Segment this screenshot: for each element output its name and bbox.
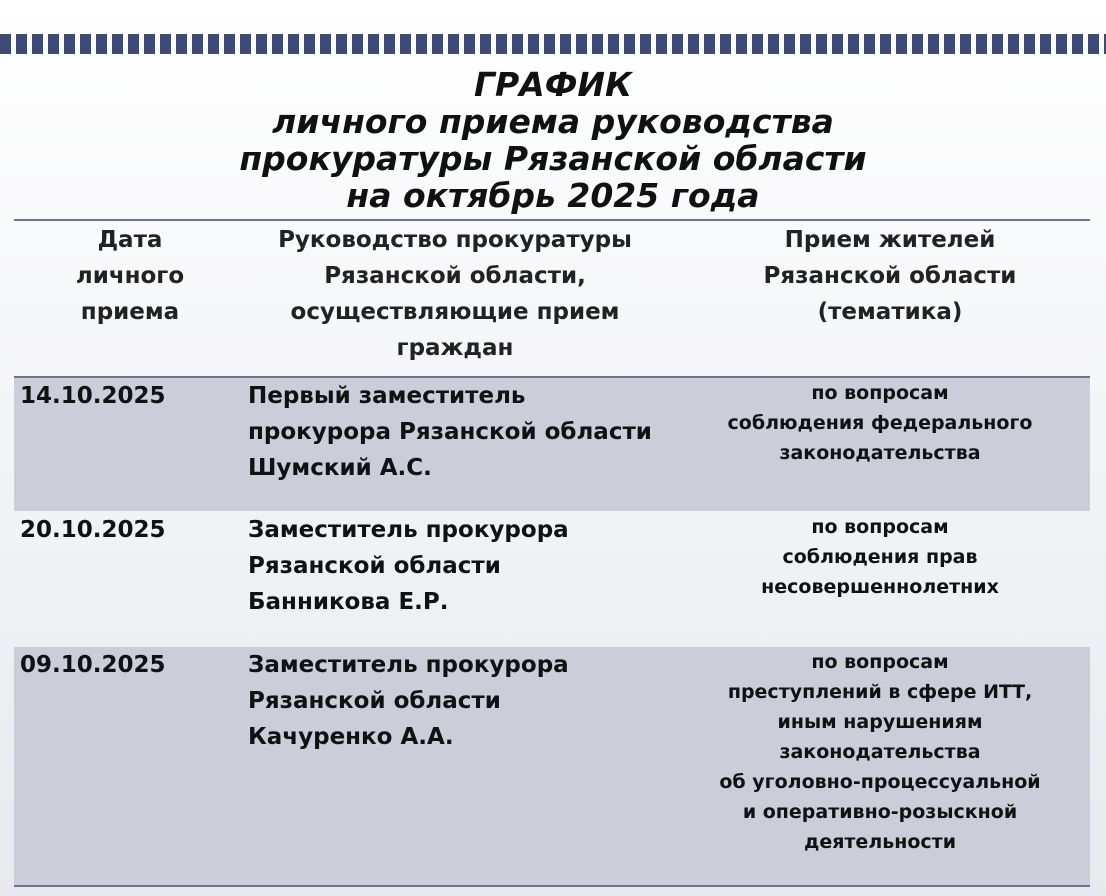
row-official-line: Первый заместитель [248,383,526,409]
row-date: 09.10.2025 [20,652,166,678]
header-topic-line: Рязанской области [763,263,1017,289]
row-topic [700,378,1060,468]
row-topic-line: и оперативно-розыскной [742,801,1018,823]
row-official-line: прокурора Рязанской области [248,419,652,445]
row-topic-line: законодательства [779,442,981,464]
title-line: прокуратуры Рязанской области [239,139,867,178]
row-official-line: Банникова Е.Р. [248,589,449,615]
row-topic-line: деятельности [803,831,957,853]
row-topic-line: несовершеннолетних [761,576,999,598]
row-topic-line: об уголовно-процессуальной [719,771,1041,793]
header-official-line: Рязанской области, [324,263,586,289]
header-topic-line: (тематика) [817,299,963,325]
row-topic [700,647,1060,857]
header-official-line: Руководство прокуратуры [278,227,632,253]
header-date [40,222,220,330]
row-topic-line: соблюдения прав [782,546,978,568]
row-official-line: Заместитель прокурора [248,517,569,543]
row-topic-line: по вопросам [811,516,949,538]
row-official-line: Шумский А.С. [248,455,432,481]
row-topic-line: преступлений в сфере ИТТ, [727,681,1033,703]
row-official-line: Рязанской области [248,553,501,579]
row-topic [700,512,1060,602]
table-top-rule [14,219,1090,221]
row-topic-line: законодательства [779,741,981,763]
header-date-line: приема [80,299,180,325]
header-topic [680,222,1100,330]
page-title [0,66,1106,214]
row-date: 14.10.2025 [20,383,166,409]
row-topic-line: соблюдения федерального [727,412,1033,434]
decorative-stripe [0,34,1106,54]
row-official-line: Заместитель прокурора [248,652,569,678]
row-official-line: Рязанской области [248,688,501,714]
row-official [248,512,569,620]
row-topic-line: по вопросам [811,651,949,673]
row-official [248,378,652,486]
header-official-line: осуществляющие прием [290,299,620,325]
title-line: ГРАФИК [473,65,633,104]
title-line: на октябрь 2025 года [346,176,760,215]
header-date-line: личного [75,263,185,289]
row-topic-line: иным нарушениям [777,711,983,733]
table-bottom-rule [14,885,1090,887]
header-date-line: Дата [97,227,163,253]
row-date: 20.10.2025 [20,517,166,543]
row-official-line: Качуренко А.А. [248,724,454,750]
header-topic-line: Прием жителей [784,227,996,253]
title-line: личного приема руководства [272,102,834,141]
row-topic-line: по вопросам [811,382,949,404]
row-official [248,647,569,755]
header-official [240,222,670,366]
header-official-line: граждан [396,335,514,361]
